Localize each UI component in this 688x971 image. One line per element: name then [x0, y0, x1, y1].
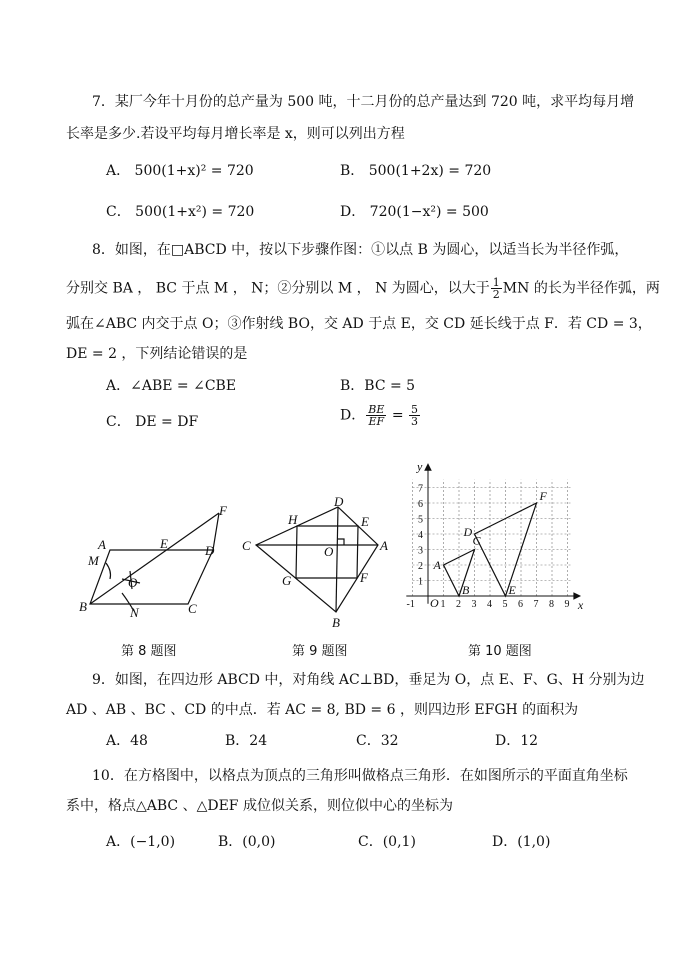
- y-axis-label: y: [417, 459, 423, 474]
- q9-option-b: B．24: [225, 733, 268, 749]
- fig10-label-c: C: [472, 533, 481, 548]
- y-tick-label: 1: [418, 576, 423, 588]
- q8-line4: DE = 2 ，下列结论错误的是: [66, 346, 248, 362]
- y-tick-label: 4: [418, 530, 423, 541]
- y-tick-label: 3: [418, 545, 423, 557]
- q9-option-c: C．32: [356, 733, 399, 749]
- q10-option-b: B．(0,0): [218, 834, 276, 850]
- x-tick-label: 6: [518, 599, 523, 610]
- fig10-label-d: D: [463, 525, 473, 539]
- q8-line2-part2: MN 的长为半径作弧，两: [502, 280, 660, 297]
- fig8-label-c: C: [188, 601, 197, 616]
- q8-line3: 弧在∠ABC 内交于点 O；③作射线 BO，交 AD 于点 E，交 CD 延长线于点 F．若 CD = 3，: [66, 316, 652, 332]
- q8-option-d-prefix: D．: [340, 407, 366, 424]
- fig8-caption: 第 8 题图: [121, 644, 177, 659]
- fig9-label-e: E: [361, 514, 369, 529]
- fig8-label-f: F: [219, 503, 227, 518]
- y-tick-label: 6: [418, 499, 423, 510]
- q8-fraction-half: [491, 277, 502, 300]
- y-tick-label: 2: [418, 561, 423, 572]
- fig9-label-h: H: [288, 512, 298, 527]
- q8-option-a: A．∠ABE = ∠CBE: [106, 378, 237, 394]
- fraction-numerator: BE: [368, 403, 385, 416]
- triangle-abc: [444, 550, 475, 597]
- quadrilateral-abcd: [256, 507, 378, 612]
- y-tick-label: 5: [418, 514, 423, 526]
- fig9-label-d: D: [334, 494, 344, 509]
- q8-line2: [66, 277, 660, 300]
- fig8-label-m: M: [88, 553, 99, 568]
- fraction-denominator: 2: [492, 288, 500, 301]
- parallelogram-abcd: [90, 550, 213, 604]
- figure-9: [238, 494, 388, 632]
- fig8-label-a: A: [98, 537, 106, 552]
- fig8-label-e: E: [160, 536, 168, 551]
- q7-option-c: C． 500(1+x²) = 720: [106, 204, 255, 220]
- right-angle-mark: [338, 539, 344, 545]
- y-tick-label: 7: [418, 483, 423, 495]
- x-tick-label: 9: [564, 599, 570, 610]
- x-tick-label: 1: [440, 599, 446, 610]
- x-tick-label: 8: [549, 599, 554, 610]
- fig10-caption: 第 10 题图: [468, 644, 532, 659]
- q9-line2: AD 、AB 、BC 、CD 的中点．若 AC = 8, BD = 6 ，则四边形 EFGH 的面积为: [66, 702, 579, 718]
- q9-option-d: D．12: [495, 733, 539, 749]
- q7-option-d: D． 720(1−x²) = 500: [340, 204, 489, 220]
- fraction-numerator: 5: [411, 403, 418, 416]
- figure-8: [78, 505, 258, 635]
- fig10-label-b: B: [462, 583, 470, 597]
- fig10-label-f: F: [539, 489, 547, 503]
- q7-line2: 长率是多少.若设平均每月增长率是 x，则可以列出方程: [66, 126, 405, 142]
- fraction-denominator: 3: [411, 415, 418, 428]
- q8-line1: 8．如图，在□ABCD 中，按以下步骤作图：①以点 B 为圆心，以适当长为半径作弧，: [92, 242, 629, 258]
- fig8-label-n: N: [130, 605, 139, 620]
- ray-bo: [90, 513, 219, 604]
- equals-sign: =: [391, 407, 404, 424]
- x-tick-label: 3: [471, 599, 477, 610]
- fig8-label-b: B: [79, 599, 87, 614]
- q7-option-a: A． 500(1+x)² = 720: [106, 163, 254, 179]
- fig9-label-a: A: [380, 538, 388, 553]
- arc-m: [106, 563, 111, 579]
- fig9-label-b: B: [332, 615, 340, 630]
- fraction-numerator: 1: [492, 276, 500, 289]
- q10-line2: 系中，格点△ABC 、△DEF 成位似关系，则位似中心的坐标为: [66, 798, 453, 814]
- q7-option-b: B． 500(1+2x) = 720: [340, 163, 492, 179]
- q10-line1: 10．在方格图中，以格点为顶点的三角形叫做格点三角形．在如图所示的平面直角坐标: [92, 768, 628, 784]
- q8-option-d-frac1: [366, 404, 386, 427]
- fig10-label-e: E: [508, 583, 516, 597]
- q10-option-d: D．(1,0): [492, 834, 551, 850]
- diagonal-bd: [336, 507, 338, 612]
- q8-option-d: [340, 404, 421, 427]
- x-tick-label: -1: [406, 599, 415, 610]
- q8-option-d-frac2: [409, 404, 420, 427]
- q8-line2-part1: 分别交 BA ， BC 于点 M ， N；②分别以 M ， N 为圆心，以大于: [66, 280, 490, 297]
- x-tick-label: 7: [533, 599, 539, 610]
- q10-option-a: A．(−1,0): [106, 834, 176, 850]
- fig9-label-g: G: [282, 573, 292, 588]
- fig9-label-f: F: [360, 570, 368, 585]
- fig9-label-o: O: [324, 544, 334, 559]
- q8-option-c: C． DE = DF: [106, 414, 199, 430]
- origin-label: O: [430, 596, 439, 610]
- fraction-denominator: EF: [368, 415, 385, 428]
- q10-option-c: C．(0,1): [358, 834, 416, 850]
- q9-option-a: A．48: [106, 733, 148, 749]
- fig10-label-a: A: [433, 558, 441, 572]
- y-axis-arrow-icon: [425, 464, 431, 470]
- x-tick-label: 4: [487, 599, 492, 610]
- x-axis-label: x: [577, 598, 584, 612]
- fig9-label-c: C: [242, 538, 251, 553]
- fig8-label-d: D: [205, 543, 215, 558]
- fig9-caption: 第 9 题图: [292, 644, 348, 659]
- q8-option-b: B．BC = 5: [340, 378, 416, 394]
- fig8-label-o: O: [128, 575, 138, 590]
- x-tick-label: 2: [456, 599, 461, 610]
- x-tick-label: 5: [502, 599, 508, 610]
- q9-line1: 9．如图，在四边形 ABCD 中，对角线 AC⊥BD，垂足为 O，点 E、F、G、H 分别为边: [92, 672, 645, 688]
- figure-10: [400, 450, 610, 615]
- q7-line1: 7．某厂今年十月份的总产量为 500 吨，十二月份的总产量达到 720 吨，求平均每月增: [92, 94, 635, 110]
